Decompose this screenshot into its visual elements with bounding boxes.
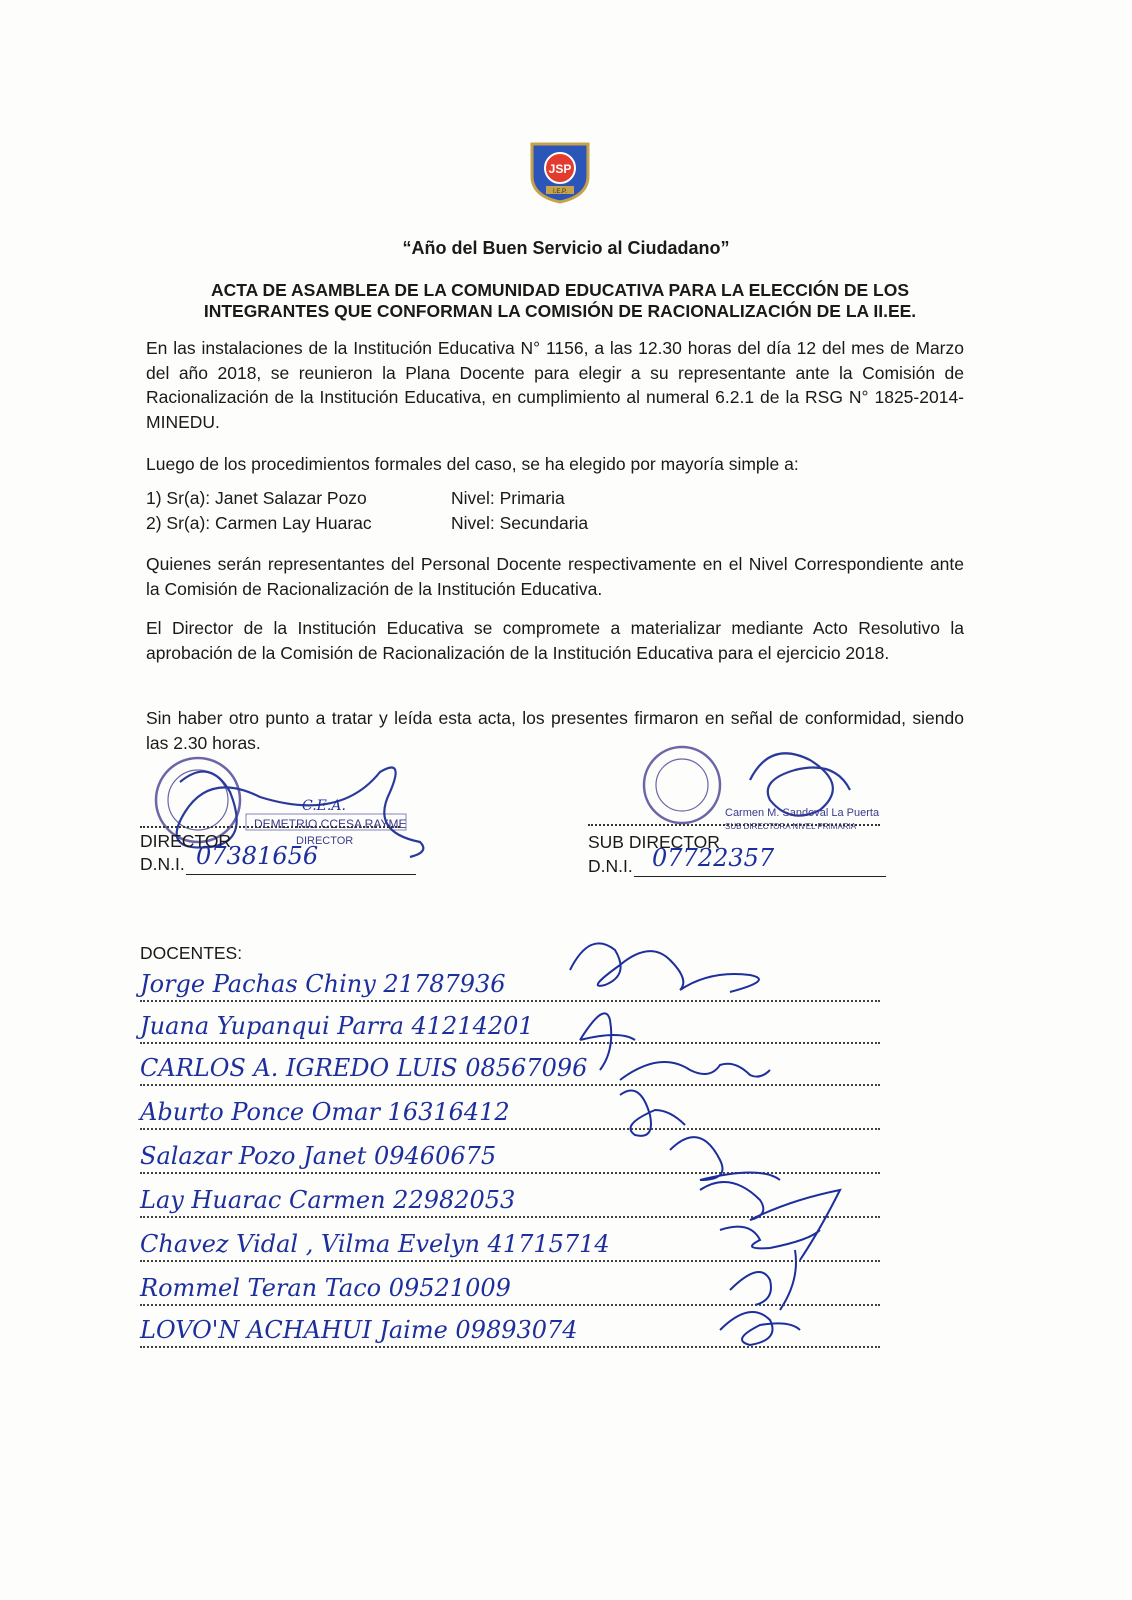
director-signature-line: [140, 826, 400, 828]
subdirector-dni-line: [634, 876, 886, 877]
docente-entry: Lay Huarac Carmen 22982053: [140, 1186, 516, 1214]
docente-entry: LOVO'N ACHAHUI Jaime 09893074: [140, 1316, 578, 1344]
title-line-2: INTEGRANTES QUE CONFORMAN LA COMISIÓN DE RACIONALIZACIÓN DE LA II.EE.: [203, 301, 917, 321]
elected-list: [146, 486, 588, 536]
docente-entry: Juana Yupanqui Parra 41214201: [140, 1012, 534, 1040]
elected-level: Nivel: Secundaria: [451, 513, 589, 533]
docente-entry: Aburto Ponce Omar 16316412: [140, 1098, 510, 1126]
director-commitment-paragraph: El Director de la Institución Educativa se compromete a materializar mediante Acto Resolutivo la aprobación de la Comisión de Racionalización de la Institución Educativa para el ejercicio 2018.: [146, 618, 964, 663]
subdirector-stamp-name: Carmen M. Sandoval La Puerta: [725, 807, 880, 819]
election-intro: Luego de los procedimientos formales del caso, se ha elegido por mayoría simple a:: [146, 454, 799, 474]
director-dni: 07381656: [196, 842, 319, 870]
director-dni-line: [186, 874, 416, 875]
docente-entry: CARLOS A. IGREDO LUIS 08567096: [140, 1054, 588, 1082]
document-title: [130, 280, 990, 322]
elected-name: 1) Sr(a): Janet Salazar Pozo: [146, 488, 367, 508]
director-stamp-role: DIRECTOR: [296, 835, 354, 847]
director-initials: C.E.A.: [302, 798, 346, 814]
signature-scribble: [720, 1312, 800, 1345]
logo-text: I.E.P.: [553, 189, 567, 195]
signature-scribble: [670, 1137, 780, 1180]
docente-entry: Rommel Teran Taco 09521009: [140, 1274, 511, 1302]
subdirector-dni-label: D.N.I.: [588, 856, 633, 876]
subdirector-dni: 07722357: [652, 844, 775, 872]
docente-signatures: [560, 930, 860, 1350]
docentes-label: DOCENTES:: [140, 943, 243, 963]
logo-initials: JSP: [548, 162, 572, 176]
signature-scribble: [570, 943, 759, 992]
subdirector-label: SUB DIRECTOR: [588, 832, 720, 852]
elected-level: Nivel: Primaria: [451, 488, 565, 508]
subdirector-stamp-role: SUB DIRECTORA NIVEL PRIMARIA: [725, 822, 857, 831]
representatives-paragraph: Quienes serán representantes del Personal Docente respectivamente en el Nivel Correspondiente ante la Comisión de Racionalización de la Institución Educativa.: [146, 554, 964, 599]
subdirector-signature-line: [588, 824, 880, 826]
signature-scribble: [620, 1062, 770, 1080]
signature-scribble: [620, 1091, 685, 1136]
director-label: DIRECTOR: [140, 831, 232, 851]
title-line-1: ACTA DE ASAMBLEA DE LA COMUNIDAD EDUCATIVA PARA LA ELECCIÓN DE LOS: [210, 280, 910, 300]
closing-paragraph: Sin haber otro punto a tratar y leída esta acta, los presentes firmaron en señal de conformidad, siendo las 2.30 horas.: [146, 708, 964, 753]
director-stamp-name: DEMETRIO CCESA RAYME: [254, 817, 407, 831]
intro-paragraph: En las instalaciones de la Institución Educativa N° 1156, a las 12.30 horas del día 12 del mes de Marzo del año 2018, se reunieron la Plana Docente para elegir a su representante ante la Comisión de Racionalización de la Institución Educativa, en cumplimiento al numeral 6.2.1 de la RSG N° 1825-2014-MINEDU.: [146, 338, 964, 432]
docente-entry: Jorge Pachas Chiny 21787936: [140, 970, 506, 998]
school-logo: [528, 140, 592, 204]
year-motto: “Año del Buen Servicio al Ciudadano”: [402, 238, 730, 258]
elected-name: 2) Sr(a): Carmen Lay Huarac: [146, 513, 372, 533]
director-dni-label: D.N.I.: [140, 854, 185, 874]
elected-item: [146, 511, 588, 536]
docente-entry: Salazar Pozo Janet 09460675: [140, 1142, 497, 1170]
signature-scribble: [580, 1013, 635, 1070]
elected-item: [146, 486, 588, 511]
docente-entry: Chavez Vidal , Vilma Evelyn 41715714: [140, 1230, 610, 1258]
signature-scribble: [720, 1227, 820, 1249]
signature-scribble: [730, 1250, 796, 1310]
